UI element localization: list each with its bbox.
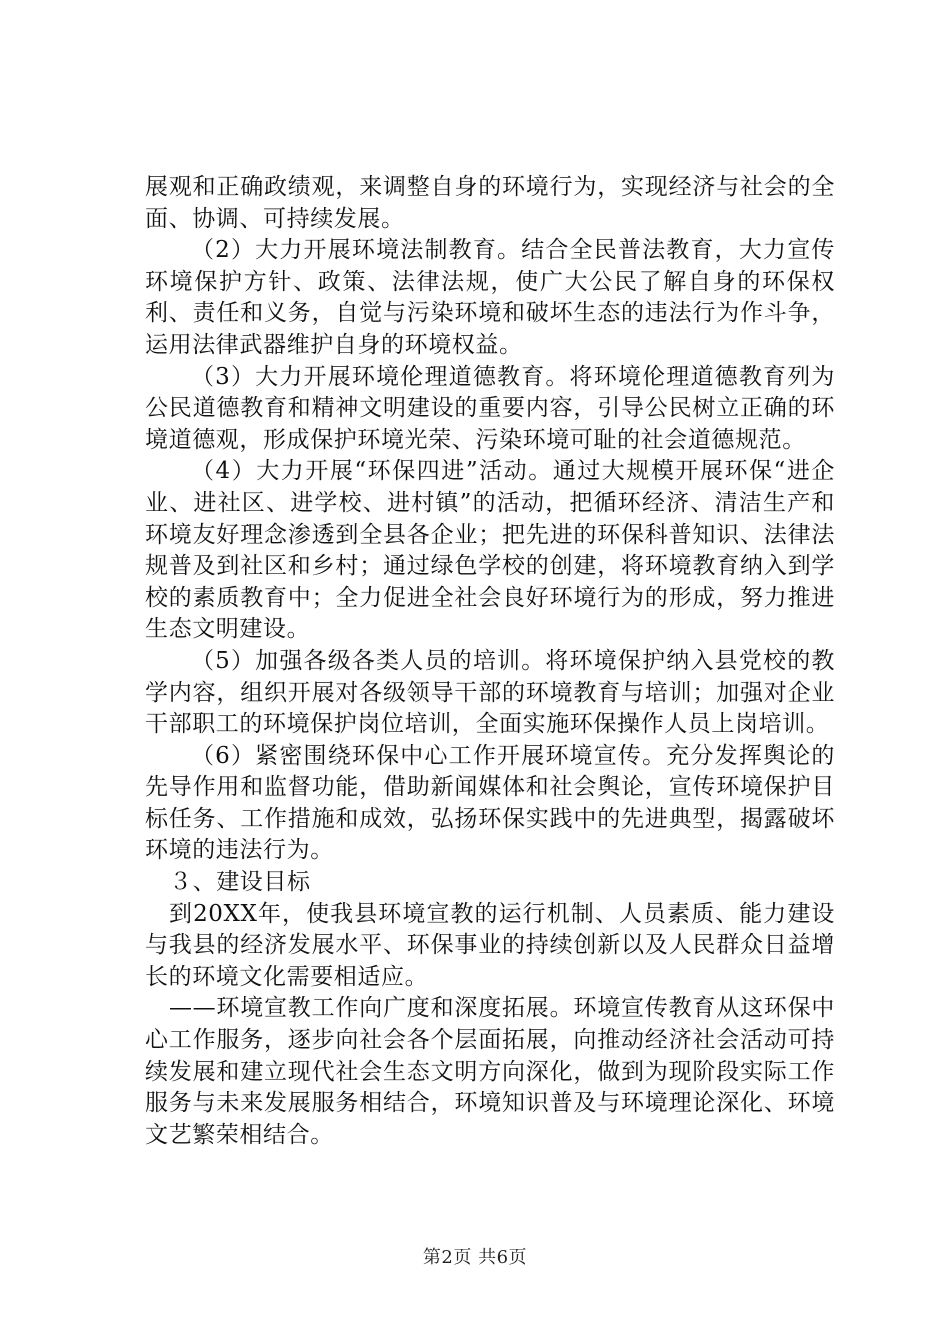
page-number-footer: 第2页 共6页 [422, 1247, 528, 1268]
paragraph-item-3: （3）大力开展环境伦理道德教育。将环境伦理道德教育列为公民道德教育和精神文明建设的重要内容，引导公民树立正确的环境道德观，形成保护环境光荣、污染环境可耻的社会道德规范。 [145, 363, 835, 453]
paragraph-continuation: 展观和正确政绩观，来调整自身的环境行为，实现经济与社会的全面、协调、可持续发展。 [145, 174, 835, 232]
section-heading-goals: ３、建设目标 [169, 869, 311, 896]
document-body [145, 172, 835, 1151]
paragraph-goals-intro: 到20XX年，使我县环境宣教的运行机制、人员素质、能力建设与我县的经济发展水平、环保事业的持续创新以及人民群众日益增长的环境文化需要相适应。 [145, 900, 835, 990]
paragraph-goals-item: ——环境宣教工作向广度和深度拓展。环境宣传教育从这环保中心工作服务，逐步向社会各个层面拓展，向推动经济社会活动可持续发展和建立现代社会生态文明方向深化，做到为现阶段实际工作服务与未来发展服务相结合，环境知识普及与环境理论深化、环境文艺繁荣相结合。 [145, 995, 835, 1148]
paragraph-item-2: （2）大力开展环境法制教育。结合全民普法教育，大力宣传环境保护方针、政策、法律法规，使广大公民了解自身的环保权利、责任和义务，自觉与污染环境和破坏生态的违法行为作斗争，运用法律武器维护自身的环境权益。 [145, 237, 835, 358]
paragraph-item-6: （6）紧密围绕环保中心工作开展环境宣传。充分发挥舆论的先导作用和监督功能，借助新闻媒体和社会舆论，宣传环境保护目标任务、工作措施和成效，弘扬环保实践中的先进典型，揭露破坏环境的违法行为。 [145, 742, 835, 864]
paragraph-item-4: （4）大力开展“环保四进”活动。通过大规模开展环保“进企业、进社区、进学校、进村镇”的活动，把循环经济、清洁生产和环境友好理念渗透到全县各企业；把先进的环保科普知识、法律法规普及到社区和乡村；通过绿色学校的创建，将环境教育纳入到学校的素质教育中；全力促进全社会良好环境行为的形成，努力推进生态文明建设。 [145, 458, 835, 643]
paragraph-item-5: （5）加强各级各类人员的培训。将环境保护纳入县党校的教学内容，组织开展对各级领导干部的环境教育与培训；加强对企业干部职工的环境保护岗位培训，全面实施环保操作人员上岗培训。 [145, 647, 835, 738]
